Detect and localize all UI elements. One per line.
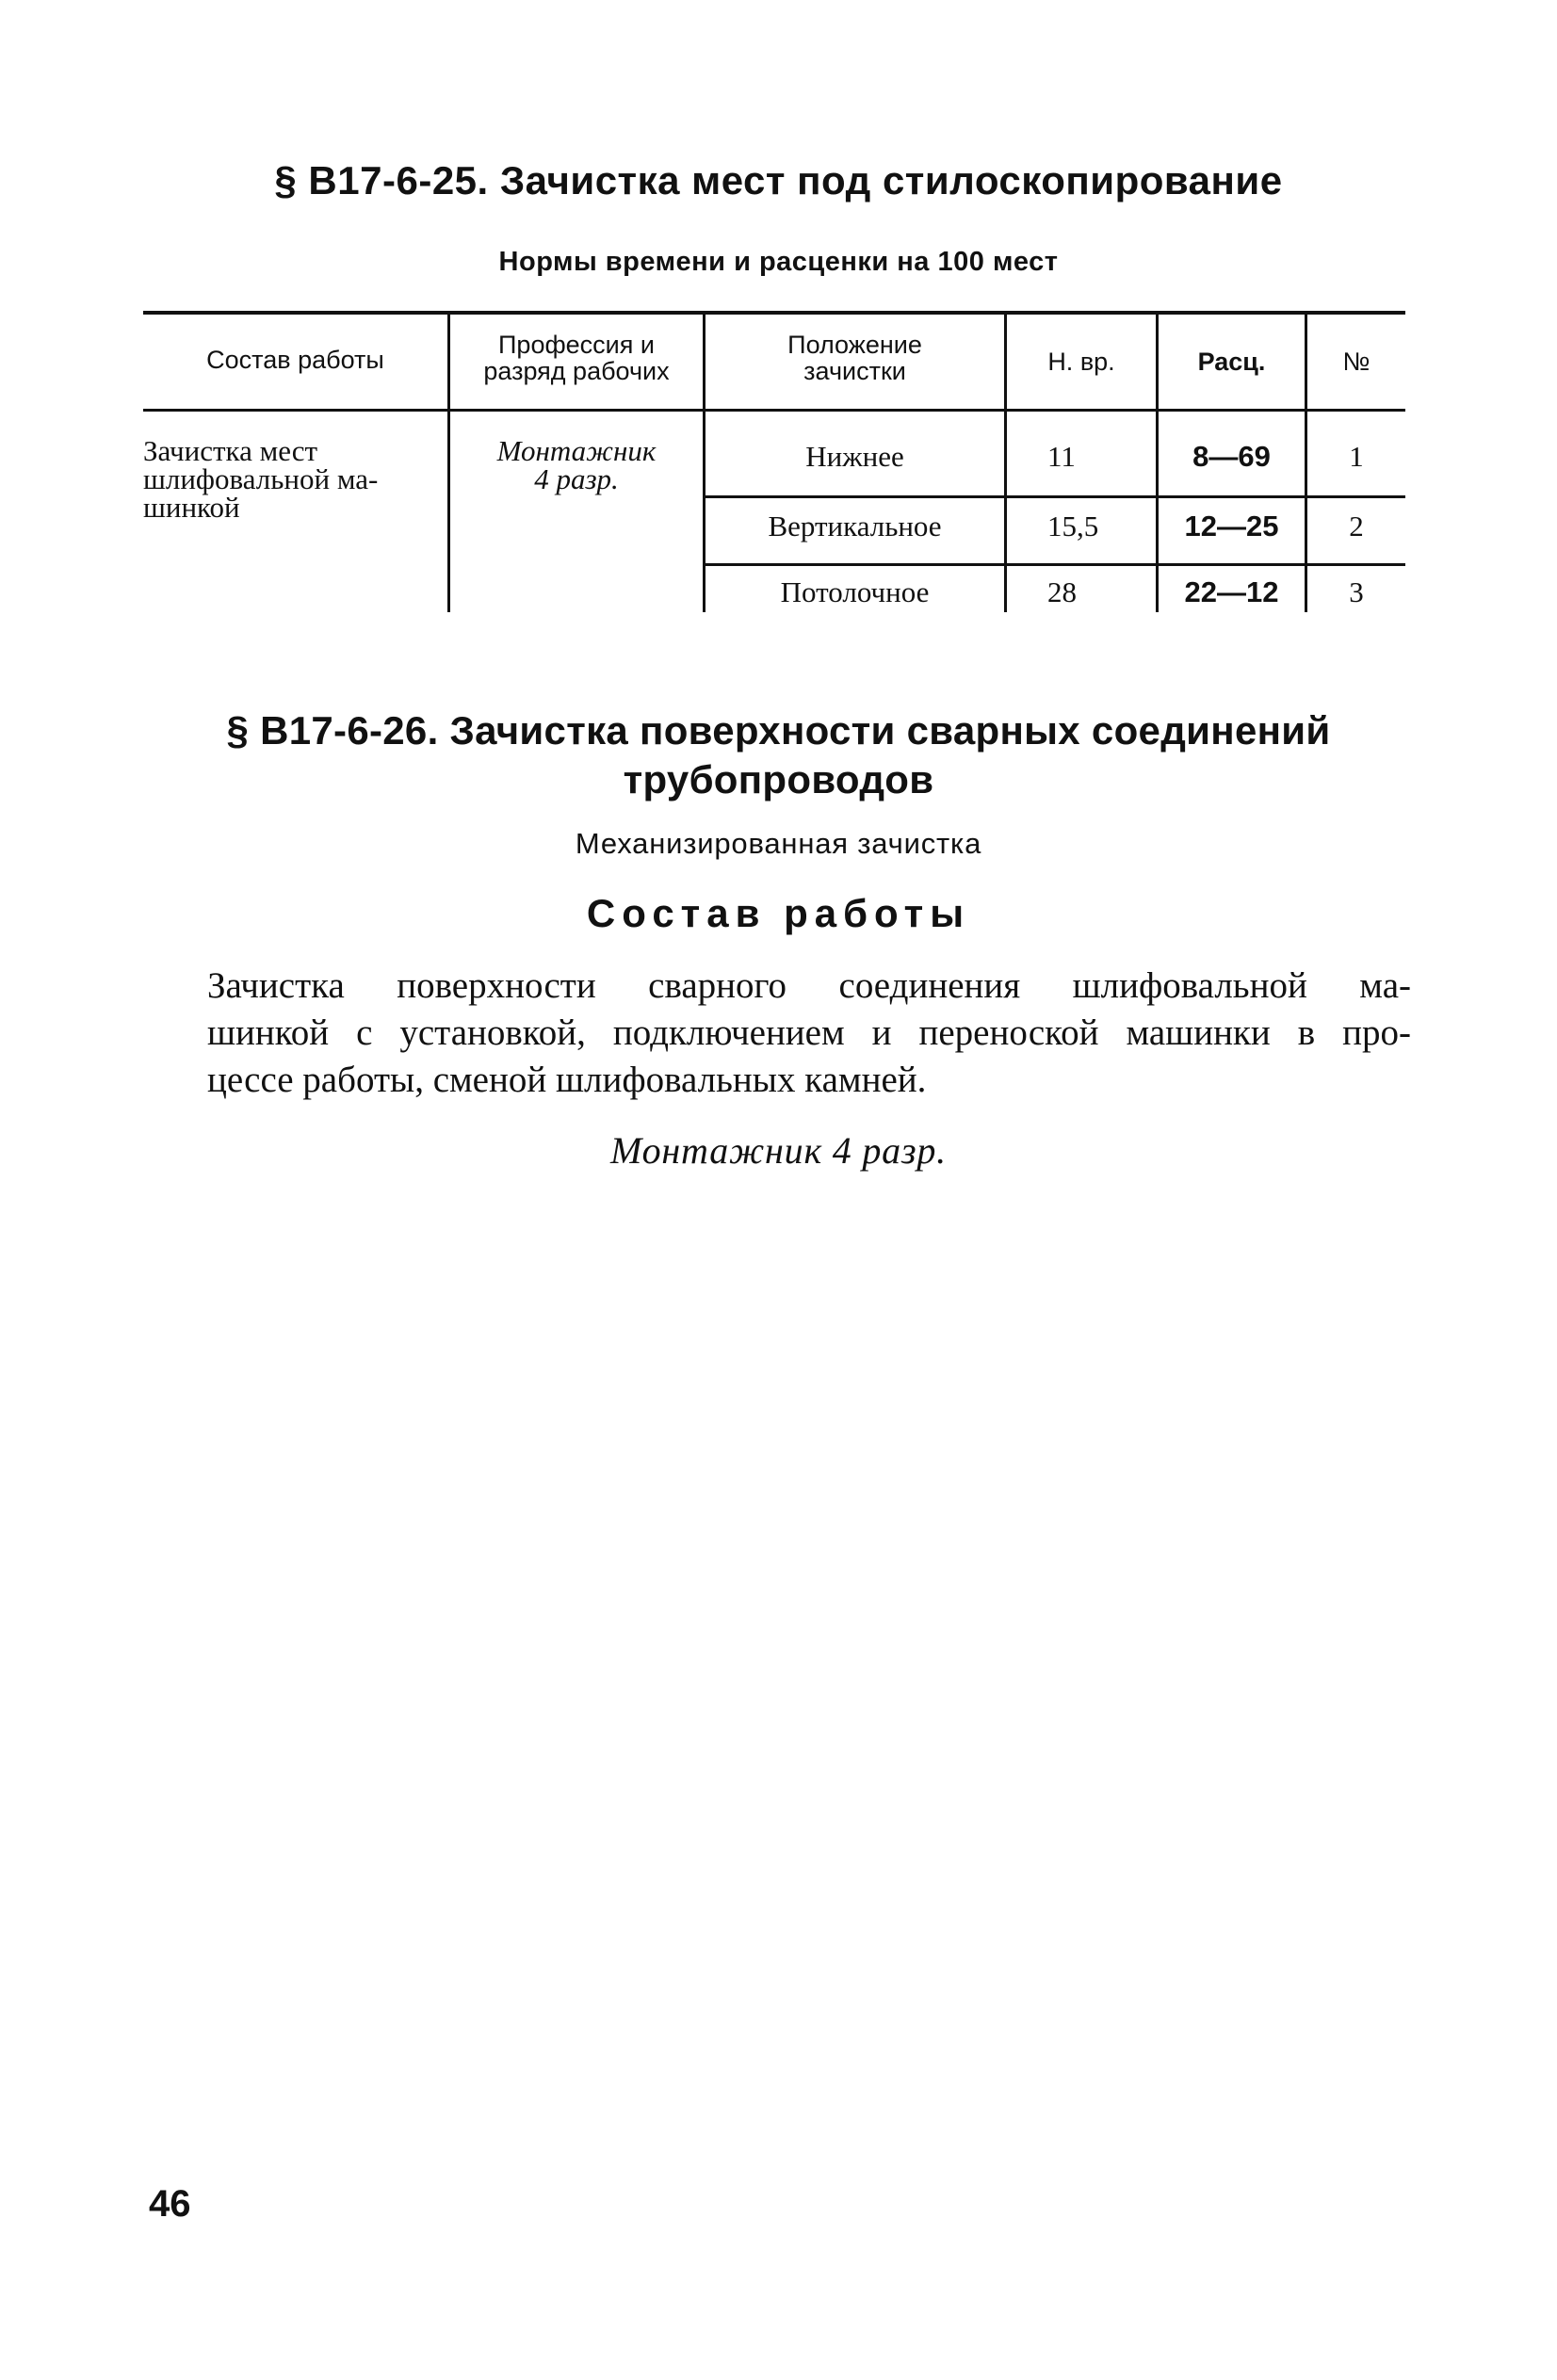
row-divider [703, 495, 1405, 498]
price-cell: 12—25 [1184, 510, 1279, 542]
table-top-rule [143, 311, 1405, 315]
header-position-line: зачистки [803, 357, 906, 385]
composition-heading: Состав работы [586, 891, 971, 935]
section-title-line: трубопроводов [623, 757, 934, 801]
number-cell: 1 [1349, 440, 1364, 473]
work-description [143, 434, 445, 524]
row-divider [703, 563, 1405, 566]
position-cell: Вертикальное [768, 510, 942, 542]
position-cell: Нижнее [805, 440, 904, 473]
profession-line: 4 разр. [534, 462, 619, 495]
header-profession [450, 332, 703, 384]
work-line: Зачистка мест [143, 434, 318, 467]
work-line: шинкой [143, 491, 240, 524]
position-cell: Потолочное [780, 575, 930, 608]
work-line: шлифовальной ма- [143, 462, 379, 495]
header-position [706, 332, 1004, 384]
page-number: 46 [149, 2183, 191, 2225]
price-cell: 22—12 [1184, 575, 1279, 608]
header-norm: Н. вр. [1047, 348, 1115, 376]
table-caption: Нормы времени и расценки на 100 мест [498, 247, 1059, 277]
profession-line: Монтажник [496, 434, 657, 467]
paragraph-line: цессе работы, сменой шлифовальных камней. [207, 1060, 927, 1100]
number-cell: 2 [1349, 510, 1364, 542]
norm-cell: 15,5 [1047, 510, 1099, 542]
paragraph-line: шинкой с установкой, подключением и переноской машинки в про- [207, 1012, 1411, 1053]
price-cell: 8—69 [1192, 440, 1271, 473]
work-description-paragraph [207, 963, 1411, 1104]
method-subtitle: Механизированная зачистка [575, 827, 982, 860]
header-price: Расц. [1197, 348, 1266, 376]
profession-cell [450, 434, 703, 495]
section-title: § В17-6-25. Зачистка мест под стилоскопирование [274, 158, 1283, 202]
header-position-line: Положение [787, 331, 922, 359]
number-cell: 3 [1349, 575, 1364, 608]
header-profession-line: Профессия и [498, 331, 655, 359]
header-profession-line: разряд рабочих [483, 357, 670, 385]
table-header-rule [143, 409, 1405, 412]
section-title-line: § В17-6-26. Зачистка поверхности сварных соединений [226, 708, 1331, 753]
section-title [0, 706, 1557, 804]
worker-grade: Монтажник 4 разр. [610, 1129, 947, 1172]
norm-cell: 11 [1047, 440, 1076, 473]
header-work: Состав работы [206, 346, 384, 374]
header-number: № [1342, 348, 1370, 376]
norm-cell: 28 [1047, 575, 1077, 608]
norms-table [143, 311, 1405, 612]
paragraph-line: Зачистка поверхности сварного соединения шлифовальной ма- [207, 965, 1411, 1006]
